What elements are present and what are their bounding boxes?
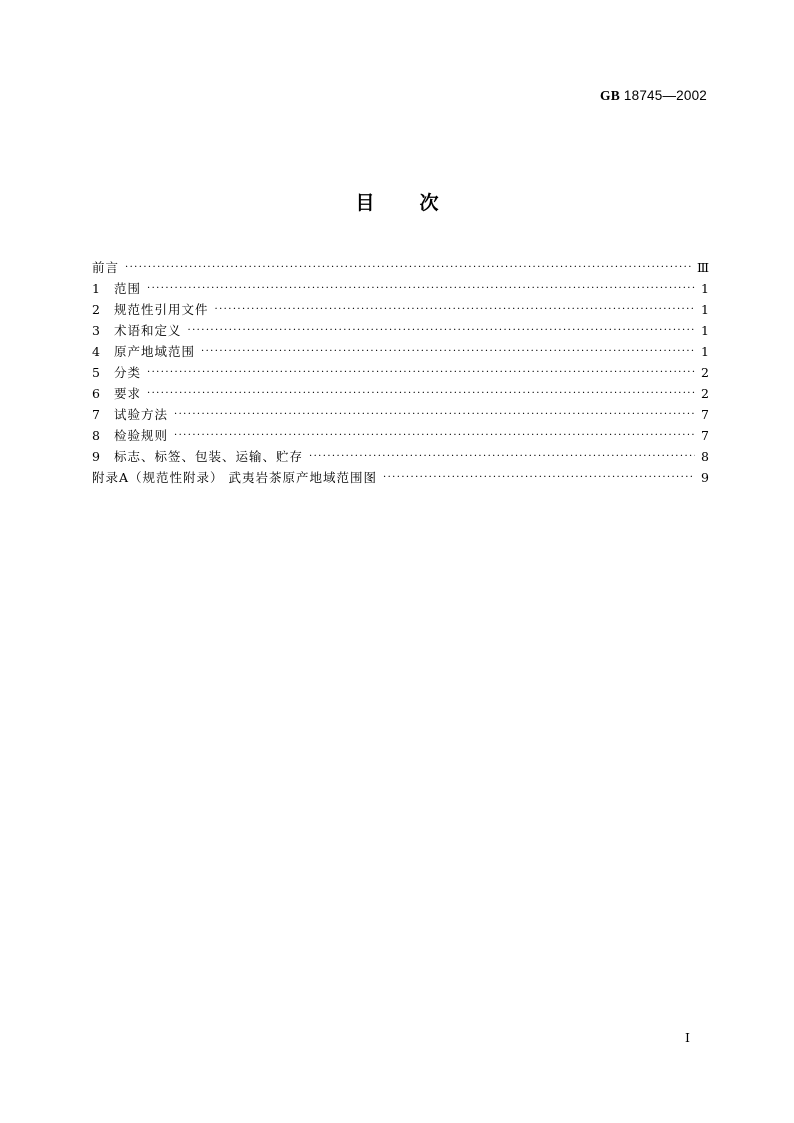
toc-entry-number: 2 bbox=[92, 302, 100, 317]
table-of-contents bbox=[92, 257, 709, 488]
toc-entry-number: 8 bbox=[92, 428, 100, 443]
toc-entry-label: 要求 bbox=[114, 386, 142, 401]
standard-code bbox=[600, 88, 707, 104]
toc-entry-page: 1 bbox=[701, 281, 709, 296]
dot-leader bbox=[125, 257, 693, 278]
toc-entry-page: 2 bbox=[701, 386, 709, 401]
toc-entry-label: 术语和定义 bbox=[114, 323, 182, 338]
toc-entry-page: 1 bbox=[701, 302, 709, 317]
toc-entry-number: 3 bbox=[92, 323, 100, 338]
toc-entry-number: 4 bbox=[92, 344, 100, 359]
toc-entry-page: 7 bbox=[701, 407, 709, 422]
toc-entry-number: 5 bbox=[92, 365, 100, 380]
toc-entry-normative-references[interactable] bbox=[92, 299, 709, 320]
page-title: 目次 bbox=[355, 192, 484, 214]
dot-leader bbox=[147, 362, 695, 383]
dot-leader bbox=[215, 299, 695, 320]
toc-entry-number: 7 bbox=[92, 407, 100, 422]
page-number: Ⅰ bbox=[685, 1030, 690, 1045]
toc-entry-label: 分类 bbox=[114, 365, 142, 380]
dot-leader bbox=[147, 278, 695, 299]
toc-entry-origin-area[interactable] bbox=[92, 341, 709, 362]
dot-leader bbox=[147, 383, 695, 404]
dot-leader bbox=[174, 425, 695, 446]
dot-leader bbox=[383, 467, 695, 488]
toc-entry-label: 检验规则 bbox=[114, 428, 169, 443]
toc-entry-terms-definitions[interactable] bbox=[92, 320, 709, 341]
toc-entry-label: 范围 bbox=[114, 281, 142, 296]
toc-entry-page: 2 bbox=[701, 365, 709, 380]
standard-prefix: GB bbox=[600, 88, 620, 103]
toc-entry-page: Ⅲ bbox=[696, 260, 709, 275]
toc-entry-label: 规范性引用文件 bbox=[114, 302, 209, 317]
toc-entry-number: 1 bbox=[92, 281, 100, 296]
toc-entry-page: 1 bbox=[701, 344, 709, 359]
toc-entry-scope[interactable] bbox=[92, 278, 709, 299]
dot-leader bbox=[174, 404, 695, 425]
toc-entry-page: 8 bbox=[701, 449, 709, 464]
toc-entry-inspection-rules[interactable] bbox=[92, 425, 709, 446]
toc-entry-classification[interactable] bbox=[92, 362, 709, 383]
toc-entry-page: 1 bbox=[701, 323, 709, 338]
toc-entry-number: 9 bbox=[92, 449, 100, 464]
toc-entry-label: 原产地域范围 bbox=[114, 344, 196, 359]
toc-entry-page: 9 bbox=[701, 470, 709, 485]
toc-entry-requirements[interactable] bbox=[92, 383, 709, 404]
toc-entry-marking-packaging[interactable] bbox=[92, 446, 709, 467]
toc-entry-page: 7 bbox=[701, 428, 709, 443]
dot-leader bbox=[201, 341, 695, 362]
toc-entry-test-methods[interactable] bbox=[92, 404, 709, 425]
standard-number: 18745—2002 bbox=[623, 88, 707, 103]
toc-entry-annex-a[interactable] bbox=[92, 467, 709, 488]
toc-entry-label: 附录A（规范性附录） 武夷岩茶原产地域范围图 bbox=[92, 470, 378, 485]
dot-leader bbox=[188, 320, 695, 341]
toc-entry-label: 前言 bbox=[92, 260, 120, 275]
toc-entry-number: 6 bbox=[92, 386, 100, 401]
toc-entry-foreword[interactable] bbox=[92, 257, 709, 278]
toc-entry-label: 标志、标签、包装、运输、贮存 bbox=[114, 449, 304, 464]
dot-leader bbox=[309, 446, 695, 467]
toc-entry-label: 试验方法 bbox=[114, 407, 169, 422]
